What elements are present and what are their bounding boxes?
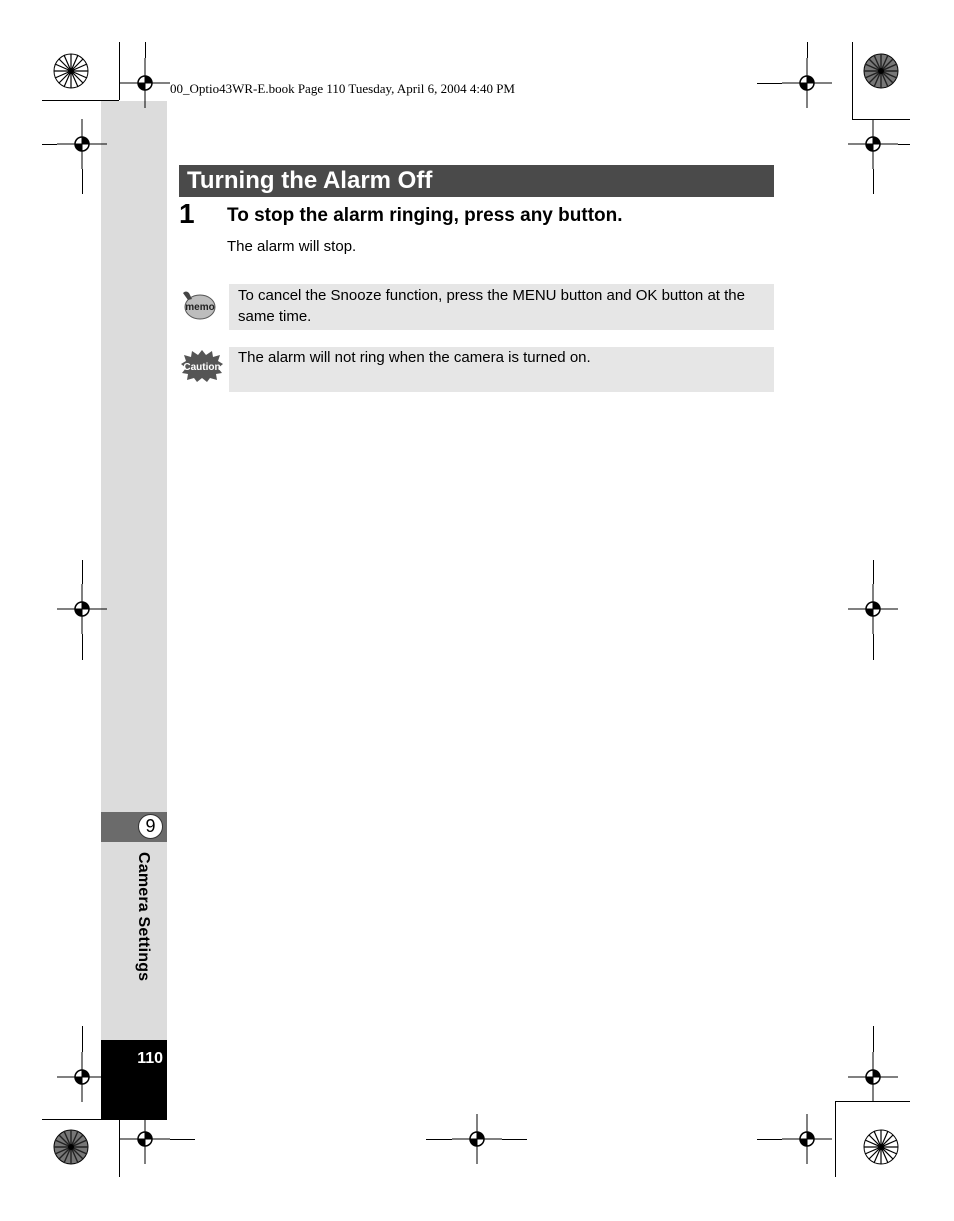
crop-line <box>852 42 853 120</box>
section-title: Turning the Alarm Off <box>187 167 433 194</box>
registration-mark-icon <box>782 1114 832 1164</box>
memo-text: To cancel the Snooze function, press the MENU button and OK button at the same time. <box>238 287 745 325</box>
print-header: 00_Optio43WR-E.book Page 110 Tuesday, April 6, 2004 4:40 PM <box>170 81 515 96</box>
crop-line <box>170 1139 195 1140</box>
crop-line <box>835 1101 836 1177</box>
crop-line <box>42 100 119 101</box>
registration-mark-icon <box>452 1114 502 1164</box>
page-number: 110 <box>137 1050 163 1067</box>
registration-mark-icon <box>120 1114 170 1164</box>
crop-line <box>873 1026 874 1052</box>
crop-line <box>82 1026 83 1052</box>
star-target-icon <box>53 1129 89 1165</box>
crop-line <box>42 1119 119 1120</box>
registration-mark-icon <box>848 119 898 169</box>
crop-line <box>502 1139 527 1140</box>
registration-mark-icon <box>57 584 107 634</box>
star-target-icon <box>53 53 89 89</box>
registration-mark-icon <box>57 1052 107 1102</box>
crop-line <box>82 169 83 194</box>
caution-icon <box>180 349 224 383</box>
registration-mark-icon <box>782 58 832 108</box>
crop-line <box>42 144 57 145</box>
memo-icon <box>180 287 216 321</box>
star-target-icon <box>863 53 899 89</box>
registration-mark-icon <box>848 1052 898 1102</box>
star-target-icon <box>863 1129 899 1165</box>
step-title: To stop the alarm ringing, press any button. <box>227 205 623 226</box>
step-description: The alarm will stop. <box>227 238 357 255</box>
crop-line <box>807 42 808 58</box>
memo-icon-label: memo <box>185 302 215 313</box>
registration-mark-icon <box>120 58 170 108</box>
crop-line <box>898 144 910 145</box>
caution-text: The alarm will not ring when the camera is turned on. <box>238 349 591 366</box>
crop-line <box>145 42 146 58</box>
crop-line <box>873 560 874 584</box>
crop-line <box>82 560 83 584</box>
chapter-number: 9 <box>138 814 163 839</box>
step-number: 1 <box>179 198 195 229</box>
crop-line <box>873 169 874 194</box>
crop-line <box>426 1139 452 1140</box>
registration-mark-icon <box>57 119 107 169</box>
chapter-title: Camera Settings <box>135 852 152 982</box>
caution-icon-label: Caution <box>183 362 221 373</box>
crop-line <box>757 83 782 84</box>
crop-line <box>757 1139 782 1140</box>
crop-line <box>873 634 874 660</box>
registration-mark-icon <box>848 584 898 634</box>
crop-line <box>82 634 83 660</box>
